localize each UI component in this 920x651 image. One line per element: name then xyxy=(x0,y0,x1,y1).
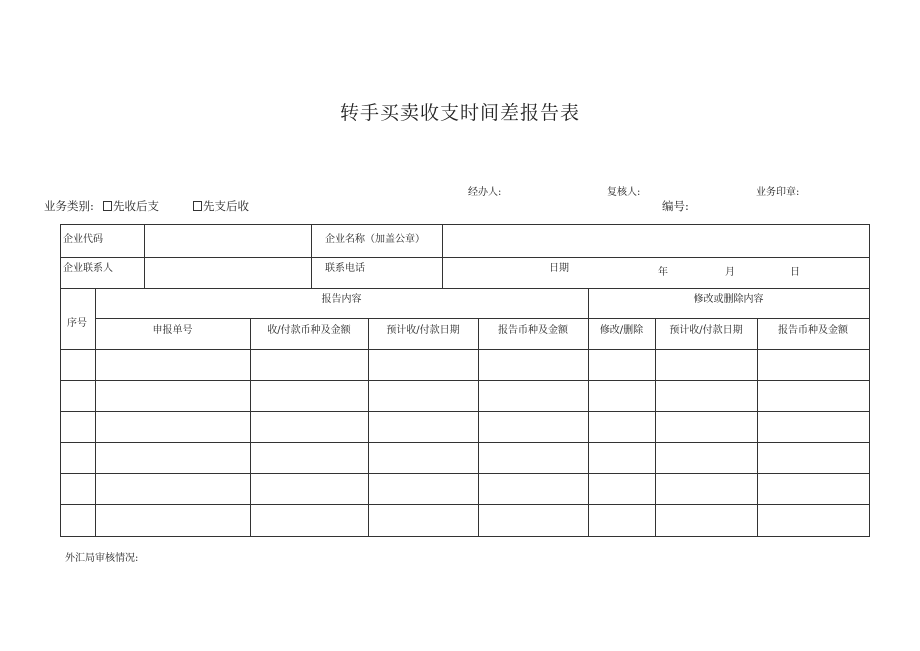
option-receive-first[interactable] xyxy=(103,198,159,214)
company-name-label: 企业名称（加盖公章） xyxy=(325,234,425,245)
row-divider xyxy=(61,473,869,474)
seq-label: 序号 xyxy=(67,318,87,329)
form-title: 转手买卖收支时间差报告表 xyxy=(339,102,580,124)
col-divider xyxy=(478,318,479,536)
column-header: 修改/删除 xyxy=(599,325,644,336)
month-label: 月 xyxy=(725,267,735,278)
modify-content-header: 修改或删除内容 xyxy=(693,294,764,305)
row-divider xyxy=(95,318,869,319)
company-code-label: 企业代码 xyxy=(63,234,103,245)
col-divider xyxy=(655,318,656,536)
column-header: 报告币种及金额 xyxy=(778,325,848,336)
column-header: 申报单号 xyxy=(152,325,193,336)
col-divider xyxy=(144,225,145,288)
row-divider xyxy=(61,442,869,443)
row-divider xyxy=(61,288,869,289)
checkbox-icon[interactable] xyxy=(193,201,202,211)
seal-label: 业务印章: xyxy=(756,187,800,198)
option-pay-first[interactable] xyxy=(193,198,249,214)
col-divider xyxy=(368,318,369,536)
column-header: 收/付款币种及金额 xyxy=(267,325,351,336)
option-pay-first-label: 先支后收 xyxy=(203,199,249,213)
contact-label: 企业联系人 xyxy=(63,263,113,274)
footer-review-label: 外汇局审核情况: xyxy=(65,553,139,564)
row-divider xyxy=(61,349,869,350)
column-header: 预计收/付款日期 xyxy=(669,325,743,336)
col-divider xyxy=(442,225,443,288)
col-divider xyxy=(311,225,312,288)
year-label: 年 xyxy=(658,267,668,278)
reviewer-label: 复核人: xyxy=(607,187,641,198)
handler-label: 经办人: xyxy=(468,187,502,198)
col-divider xyxy=(757,318,758,536)
number-label: 编号: xyxy=(662,199,689,213)
option-receive-first-label: 先收后支 xyxy=(113,199,159,213)
report-table xyxy=(60,224,870,537)
report-content-header: 报告内容 xyxy=(321,294,362,305)
date-label: 日期 xyxy=(549,263,569,274)
phone-label: 联系电话 xyxy=(325,263,365,274)
row-divider xyxy=(61,411,869,412)
row-divider xyxy=(61,380,869,381)
row-divider xyxy=(61,257,869,258)
column-header: 报告币种及金额 xyxy=(498,325,568,336)
column-header: 预计收/付款日期 xyxy=(386,325,460,336)
day-label: 日 xyxy=(790,267,800,278)
col-divider xyxy=(250,318,251,536)
row-divider xyxy=(61,504,869,505)
checkbox-icon[interactable] xyxy=(103,201,112,211)
category-label: 业务类别: xyxy=(44,199,94,213)
